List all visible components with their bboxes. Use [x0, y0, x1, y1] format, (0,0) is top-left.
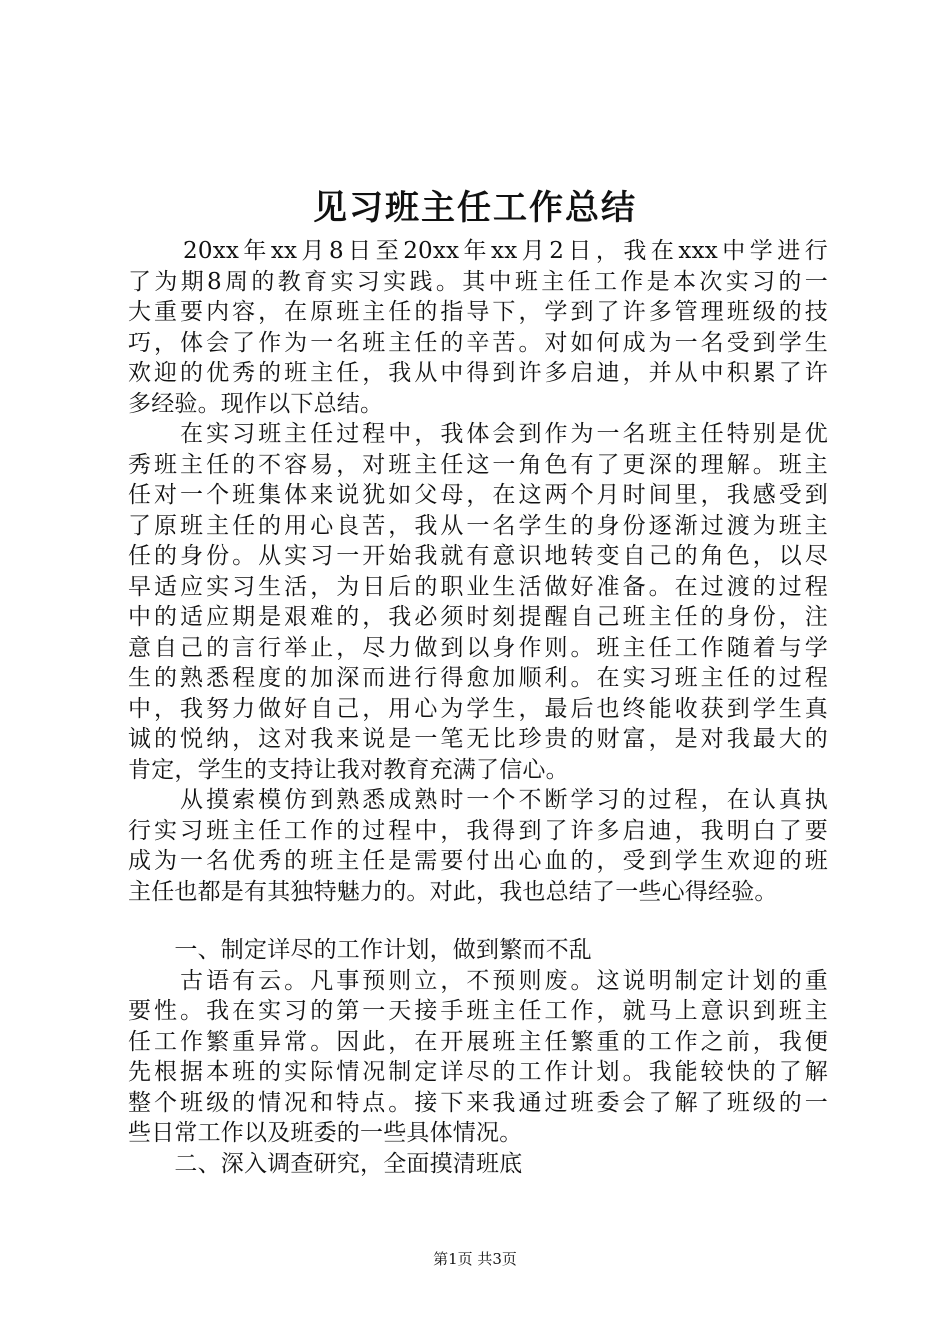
paragraph-gap — [128, 907, 828, 935]
text-line: 了为期8周的教育实习实践。其中班主任工作是本次实习的一 — [128, 268, 828, 295]
text-line: 些日常工作以及班委的一些具体情况。 — [128, 1120, 523, 1146]
text-line: 在实习班主任过程中，我体会到作为一名班主任特别是优 — [128, 421, 828, 447]
text-line: 任的身份。从实习一开始我就有意识地转变自己的角色，以尽 — [128, 543, 828, 569]
text-line: 肯定，学生的支持让我对教育充满了信心。 — [128, 756, 569, 783]
text-line: 行实习班主任工作的过程中，我得到了许多启迪，我明白了要 — [128, 817, 828, 844]
text-line: 中的适应期是艰难的，我必须时刻提醒自己班主任的身份，注 — [128, 604, 828, 630]
text-line: 任对一个班集体来说犹如父母，在这两个月时间里，我感受到 — [128, 482, 828, 508]
text-line: 中，我努力做好自己，用心为学生，最后也终能收获到学生真 — [128, 695, 828, 722]
text-line: 任工作繁重异常。因此，在开展班主任繁重的工作之前，我便 — [128, 1028, 828, 1055]
text-line: 巧，体会了作为一名班主任的辛苦。对如何成为一名受到学生 — [128, 329, 828, 356]
text-line: 主任也都是有其独特魅力的。对此，我也总结了一些心得经验。 — [128, 878, 778, 905]
text-line: 要性。我在实习的第一天接手班主任工作，就马上意识到班主 — [128, 998, 828, 1024]
text-line: 整个班级的情况和特点。接下来我通过班委会了解了班级的一 — [128, 1089, 828, 1116]
document-body — [128, 236, 828, 1179]
text-line: 古语有云。凡事预则立，不预则废。这说明制定计划的重 — [128, 967, 828, 994]
section-heading: 二、深入调查研究，全面摸清班底 — [128, 1150, 523, 1177]
text-line: 早适应实习生活，为日后的职业生活做好准备。在过渡的过程 — [128, 573, 828, 600]
section-heading: 一、制定详尽的工作计划，做到繁而不乱 — [128, 937, 592, 963]
text-line: 先根据本班的实际情况制定详尽的工作计划。我能较快的了解 — [128, 1059, 828, 1085]
text-line: 了原班主任的用心良苦，我从一名学生的身份逐渐过渡为班主 — [128, 512, 828, 539]
text-line: 秀班主任的不容易，对班主任这一角色有了更深的理解。班主 — [128, 451, 828, 478]
text-line: 大重要内容，在原班主任的指导下，学到了许多管理班级的技 — [128, 299, 828, 325]
page-footer: 第1页 共3页 — [433, 1250, 517, 1268]
text-line: 生的熟悉程度的加深而进行得愈加顺利。在实习班主任的过程 — [128, 665, 828, 691]
text-line: 20xx年xx月8日至20xx年xx月2日，我在xxx中学进行 — [128, 238, 828, 264]
text-line: 成为一名优秀的班主任是需要付出心血的，受到学生欢迎的班 — [128, 848, 828, 874]
page-title: 见习班主任工作总结 — [313, 188, 637, 228]
text-line: 诚的悦纳，这对我来说是一笔无比珍贵的财富，是对我最大的 — [128, 726, 828, 752]
text-line: 欢迎的优秀的班主任，我从中得到许多启迪，并从中积累了许 — [128, 360, 828, 386]
text-line: 从摸索模仿到熟悉成熟时一个不断学习的过程，在认真执 — [128, 787, 828, 813]
text-line: 意自己的言行举止，尽力做到以身作则。班主任工作随着与学 — [128, 634, 828, 661]
text-line: 多经验。现作以下总结。 — [128, 390, 384, 417]
